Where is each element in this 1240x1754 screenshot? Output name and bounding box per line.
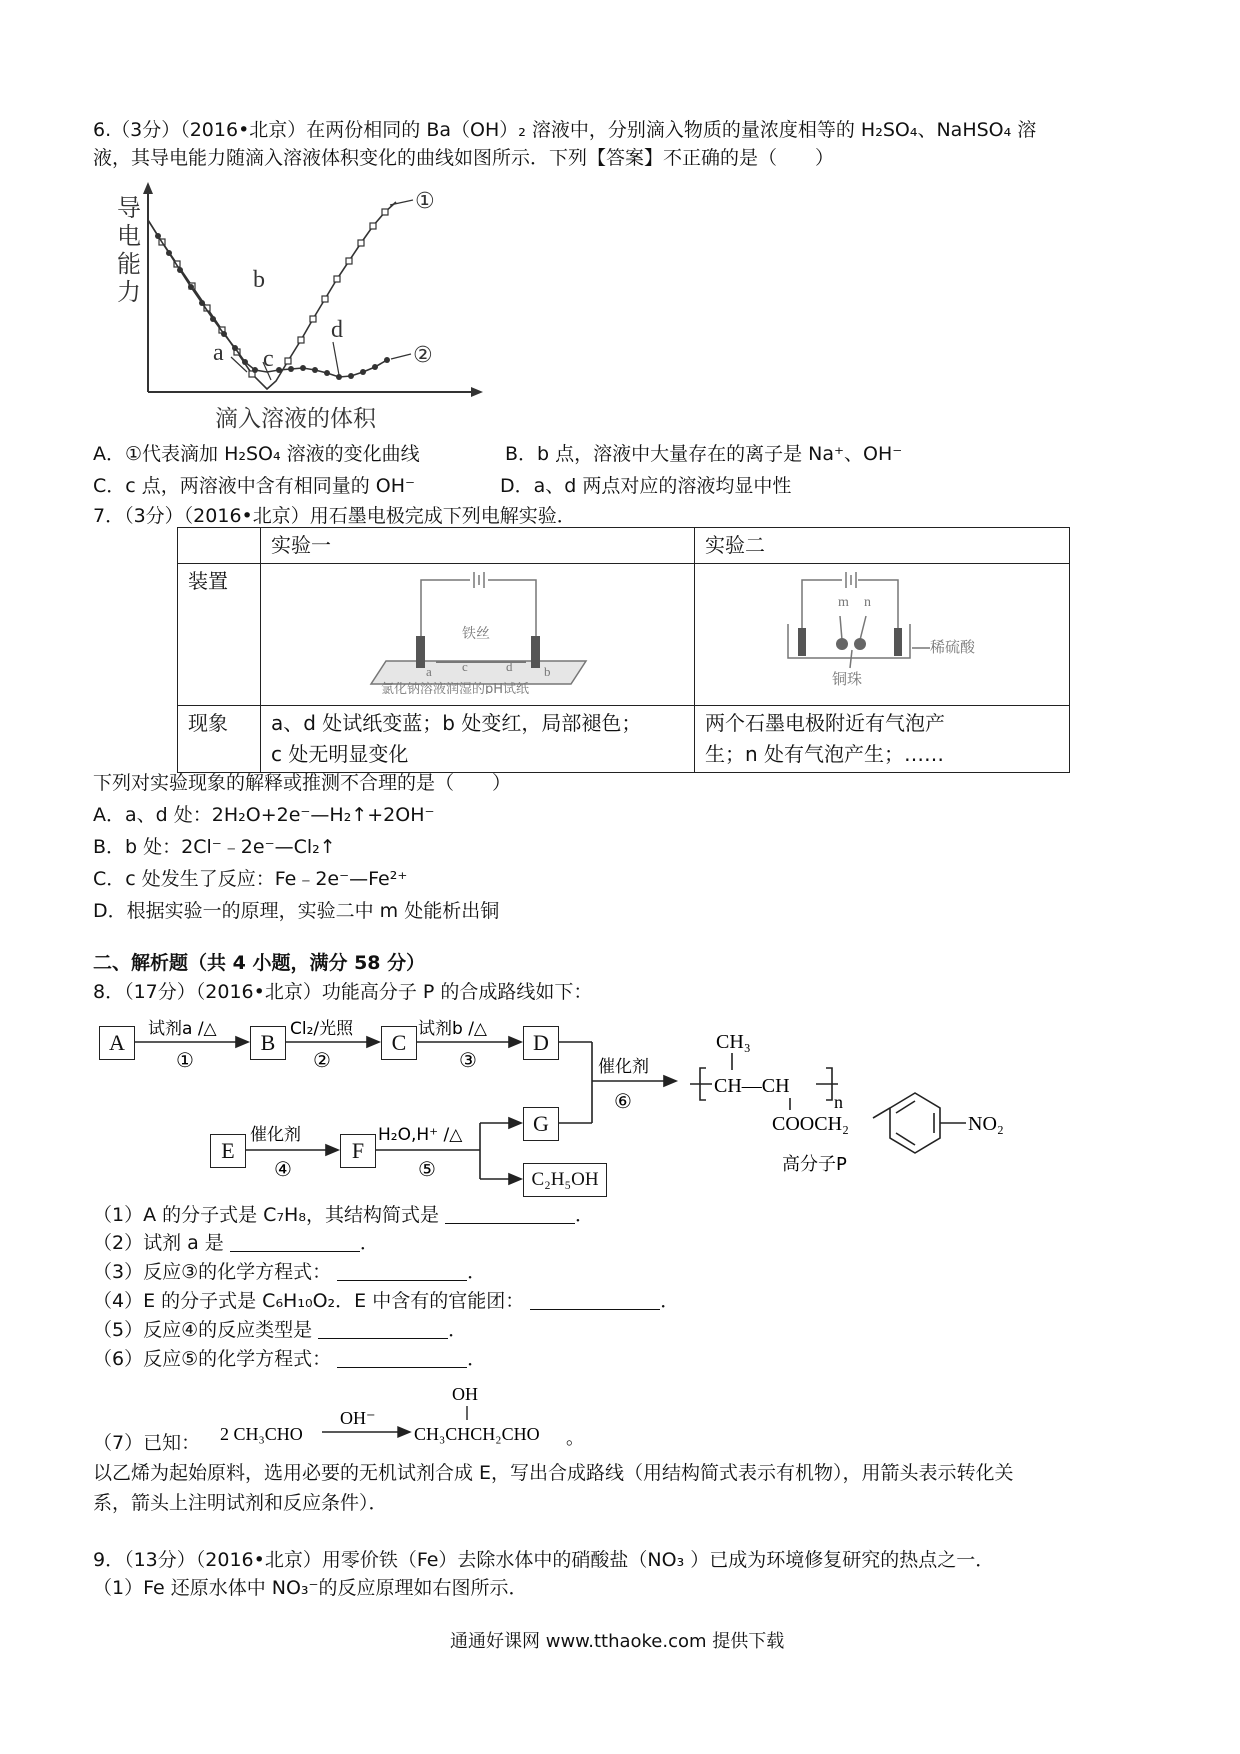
compound-b-box: B [250, 1026, 286, 1060]
arrow2-reagent: Cl₂/光照 [290, 1019, 354, 1039]
y-label-3: 能 [117, 250, 141, 278]
fig1-c-label: c [462, 659, 468, 674]
fig2-n-label: n [864, 595, 871, 610]
q8-part2: （2）试剂 a 是 ． [93, 1232, 379, 1254]
q8-part3: （3）反应③的化学方程式： ． [93, 1261, 487, 1283]
arrow6-reagent: 催化剂 [598, 1057, 649, 1077]
point-d-label: d [331, 317, 343, 343]
section-2-heading: 二、解析题（共 4 小题，满分 58 分） [93, 952, 426, 974]
q8-stem: 8．（17分）（2016•北京）功能高分子 P 的合成路线如下： [93, 981, 593, 1003]
polymer-chain: CH—CH [714, 1075, 790, 1097]
q7-question: 下列对实验现象的解释或推测不合理的是（ ） [93, 772, 512, 794]
known-oh-group: OH [452, 1384, 478, 1404]
table-row-label-apparatus: 装置 [178, 564, 261, 706]
compound-a-box: A [99, 1026, 135, 1060]
copper-bead-label: 铜珠 [832, 670, 863, 688]
arrow4-reagent: 催化剂 [250, 1125, 301, 1145]
page-footer: 通通好课网 www.tthaoke.com 提供下载 [450, 1631, 785, 1652]
dilute-acid-label: 稀硫酸 [930, 638, 976, 656]
iron-wire-label: 铁丝 [462, 626, 490, 642]
compound-f-box: F [340, 1134, 376, 1168]
compound-c-box: C [381, 1026, 417, 1060]
q6-option-a: A．①代表滴加 H₂SO₄ 溶液的变化曲线 [93, 443, 420, 465]
fig1-a-label: a [426, 664, 432, 679]
step3-label: ③ [459, 1048, 477, 1072]
step4-label: ④ [274, 1157, 292, 1181]
q6-option-d: D．a、d 两点对应的溶液均显中性 [500, 475, 792, 497]
curve-1-label: ① [415, 189, 435, 214]
q8-part5: （5）反应④的反应类型是 ． [93, 1319, 468, 1341]
arrow5-reagent: H₂O,H⁺ /△ [378, 1125, 463, 1145]
ph-paper-caption: 氯化钠溶液润湿的pH试纸 [381, 682, 530, 694]
q8-part6: （6）反应⑤的化学方程式： ． [93, 1348, 487, 1370]
q7-option-a: A．a、d 处：2H₂O+2e⁻—H₂↑+2OH⁻ [93, 804, 435, 826]
known-period: 。 [566, 1428, 584, 1449]
q7-option-b: B．b 处：2Cl⁻﹣2e⁻—Cl₂↑ [93, 836, 336, 858]
compound-g-box: G [523, 1107, 559, 1141]
step5-label: ⑤ [418, 1157, 436, 1181]
fig2-m-label: m [838, 595, 849, 610]
q8-part4: （4）E 的分子式是 C₆H₁₀O₂．E 中含有的官能团： ． [93, 1290, 680, 1312]
q8-part8-line1: 以乙烯为起始原料，选用必要的无机试剂合成 E，写出合成路线（用结构简式表示有机物），用箭头表示转化关 [93, 1462, 1014, 1484]
table-header-exp1: 实验一 [261, 528, 695, 564]
q6-stem-line1: 6.（3分）（2016•北京）在两份相同的 Ba（OH）₂ 溶液中，分别滴入物质的量浓度相等的 H₂SO₄、NaHSO₄ 溶 [93, 119, 1037, 141]
table-row-label-phenomenon: 现象 [178, 706, 261, 773]
obs2-line1: 两个石墨电极附近有气泡产 [705, 711, 945, 735]
arrow3-reagent: 试剂b /△ [418, 1019, 487, 1039]
arrow1-reagent: 试剂a /△ [148, 1019, 217, 1039]
polymer-no2: NO₂ [968, 1113, 1004, 1135]
q9-stem: 9．（13分）（2016•北京）用零价铁（Fe）去除水体中的硝酸盐（NO₃ ）已成为环境修复研究的热点之一． [93, 1549, 995, 1571]
table-header-exp2: 实验二 [695, 528, 1070, 564]
obs2-line2: 生；n 处有气泡产生；…… [705, 742, 945, 766]
point-c-label: c [263, 346, 274, 372]
step1-label: ① [176, 1048, 194, 1072]
y-label-4: 力 [117, 278, 141, 306]
fig1-d-label: d [506, 659, 513, 674]
q8-part7-label: （7）已知： [93, 1432, 201, 1454]
x-axis-label: 滴入溶液的体积 [215, 406, 376, 432]
known-reactant: 2 CH₃CHO [220, 1424, 303, 1444]
q7-stem: 7．（3分）（2016•北京）用石墨电极完成下列电解实验． [93, 505, 576, 527]
q6-stem-line2: 液，其导电能力随滴入溶液体积变化的曲线如图所示．下列【答案】不正确的是（ ） [93, 147, 835, 169]
compound-e-box: E [210, 1134, 246, 1168]
q7-option-d: D．根据实验一的原理，实验二中 m 处能析出铜 [93, 900, 500, 922]
known-product: CH₃CHCH₂CHO [414, 1424, 540, 1444]
polymer-name: 高分子P [782, 1154, 847, 1175]
step6-label: ⑥ [614, 1089, 632, 1113]
q8-part1: （1）A 的分子式是 C₇H₈，其结构简式是 ． [93, 1204, 594, 1226]
q8-part8-line2: 系，箭头上注明试剂和反应条件）． [93, 1492, 388, 1514]
polymer-ester: COOCH₂ [772, 1113, 849, 1135]
polymer-ch3: CH₃ [716, 1031, 751, 1053]
q7-option-c: C．c 处发生了反应：Fe﹣2e⁻—Fe²⁺ [93, 868, 408, 890]
compound-d-box: D [523, 1026, 559, 1060]
obs1-line2: c 处无明显变化 [271, 742, 409, 766]
q6-option-b: B．b 点，溶液中大量存在的离子是 Na⁺、OH⁻ [505, 443, 903, 465]
obs1-line1: a、d 处试纸变蓝；b 处变红，局部褪色； [271, 711, 642, 735]
fig1-b-label: b [544, 664, 551, 679]
known-condition: OH⁻ [340, 1408, 376, 1428]
ethanol-box: C₂H₅OH [523, 1163, 607, 1197]
q6-option-c: C．c 点，两溶液中含有相同量的 OH⁻ [93, 475, 416, 497]
step2-label: ② [313, 1048, 331, 1072]
y-label-2: 电 [117, 222, 141, 250]
y-label-1: 导 [117, 194, 141, 222]
point-b-label: b [253, 267, 265, 293]
point-a-label: a [213, 340, 224, 366]
q9-part1: （1）Fe 还原水体中 NO₃⁻的反应原理如右图所示． [93, 1577, 528, 1599]
curve-2-label: ② [413, 343, 433, 368]
polymer-n: n [834, 1092, 843, 1112]
